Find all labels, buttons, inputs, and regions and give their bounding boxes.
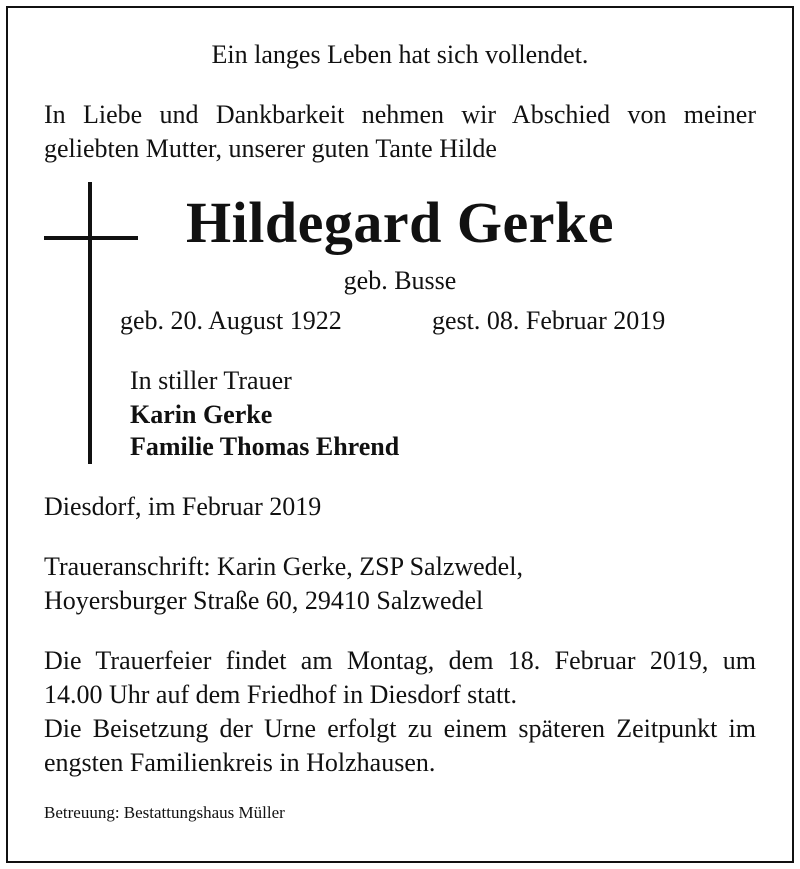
mourner-1: Karin Gerke (130, 400, 273, 429)
place-date: Diesdorf, im Februar 2019 (44, 492, 322, 521)
deceased-name: Hildegard Gerke (186, 190, 614, 255)
address-line-2: Hoyersburger Straße 60, 29410 Salzwedel (44, 586, 484, 615)
ceremony-line-1: Die Trauerfeier findet am Montag, dem 18. Februar 2019, um (44, 646, 756, 675)
dedication-line-2: geliebten Mutter, unserer guten Tante Hilde (44, 134, 497, 163)
ceremony-text (44, 644, 756, 780)
intro-text: Ein langes Leben hat sich vollendet. (211, 40, 589, 69)
birth-date: geb. 20. August 1922 (120, 306, 342, 335)
ceremony-line-2: 14.00 Uhr auf dem Friedhof in Diesdorf statt. (44, 680, 517, 709)
burial-line-2: engsten Familienkreis in Holzhausen. (44, 748, 436, 777)
dedication-text (44, 98, 756, 166)
mourning-intro: In stiller Trauer (130, 366, 292, 395)
burial-line-1: Die Beisetzung der Urne erfolgt zu einem späteren Zeitpunkt im (44, 714, 756, 743)
dedication-line-1: In Liebe und Dankbarkeit nehmen wir Abschied von meiner (44, 100, 756, 129)
address-line-1: Traueranschrift: Karin Gerke, ZSP Salzwedel, (44, 552, 523, 581)
maiden-name: geb. Busse (343, 266, 457, 295)
undertaker-credit: Betreuung: Bestattungshaus Müller (44, 803, 285, 822)
mourner-2: Familie Thomas Ehrend (130, 432, 400, 461)
death-date: gest. 08. Februar 2019 (432, 306, 666, 335)
